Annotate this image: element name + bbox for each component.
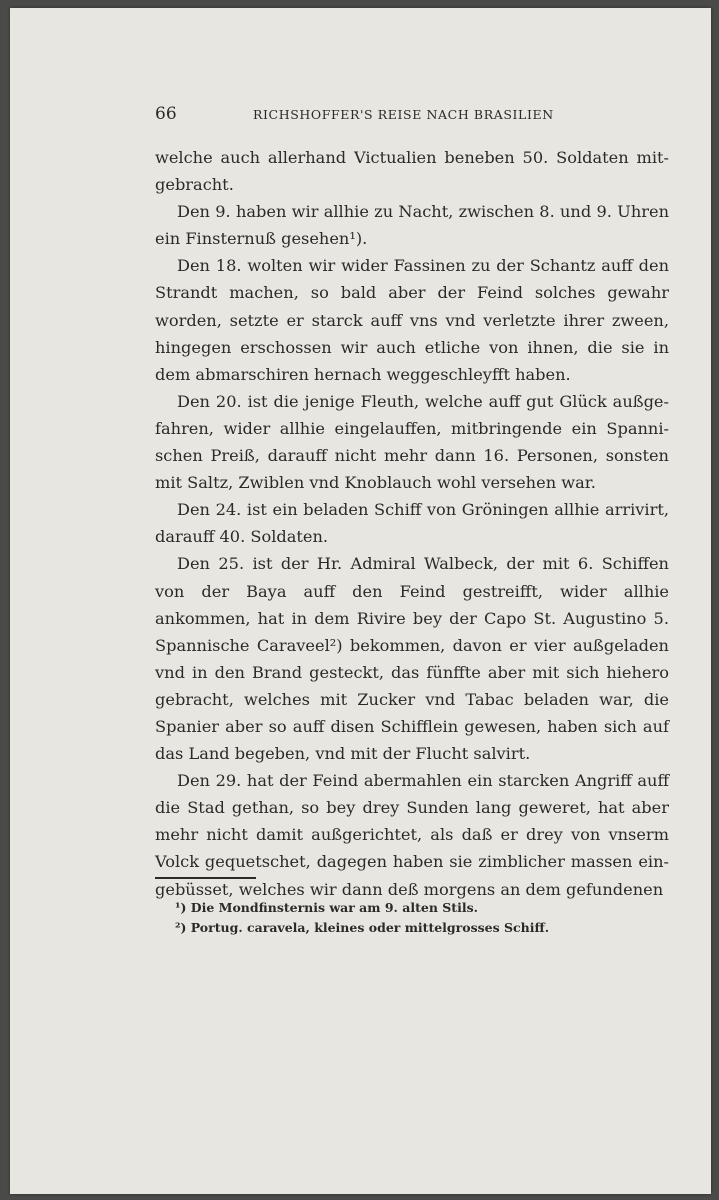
footnote-divider [155, 877, 256, 879]
body-text [155, 144, 669, 903]
paragraph: Den 29. hat der Feind abermahlen ein starcken Angriff auff die Stad gethan, so bey drey Sunden lang geweret, hat aber mehr nicht damit außgerichtet, als daß er drey von vnserm Volck gequetschet, dagegen haben sie zimblicher massen eingebüsset, welches wir dann deß morgens an dem gefundenen [155, 771, 669, 899]
running-head: RICHSHOFFER'S REISE NACH BRASILIEN [253, 107, 554, 122]
paragraph: Den 18. wolten wir wider Fassinen zu der Schantz auff den Strandt machen, so bald aber der Feind solches gewahr worden, setzte er starck auff vns vnd verletzte ihrer zween, hingegen erschossen wir auch etliche von ihnen, die sie in dem abmarschiren hernach weggeschleyfft haben. [155, 256, 669, 384]
paragraph: Den 24. ist ein beladen Schiff von Gröningen allhie arrivirt, darauff 40. Soldaten. [155, 500, 669, 547]
paragraph: Den 25. ist der Hr. Admiral Walbeck, der mit 6. Schiffen von der Baya auff den Feind gestreifft, wider allhie ankommen, hat in dem Rivire bey der Capo St. Augustino 5. Spannische Caraveel²) bekommen, davon er vier außgeladen vnd in den Brand gesteckt, das fünffte aber mit sich hiehero gebracht, welches mit Zucker vnd Tabac beladen war, die Spanier aber so auff disen Schifflein gewesen, haben sich auf das Land begeben, vnd mit der Flucht salvirt. [155, 554, 669, 764]
paragraph: Den 20. ist die jenige Fleuth, welche auff gut Glück außgefahren, wider allhie eingelauffen, mitbringende ein Spannischen Preiß, darauff nicht mehr dann 16. Personen, sonsten mit Saltz, Zwiblen vnd Knoblauch wohl versehen war. [155, 391, 669, 493]
paragraph: welche auch allerhand Victualien beneben 50. Soldaten mitgebracht. [155, 148, 669, 195]
footnote: ²) Portug. caravela, kleines oder mittelgrosses Schiff. [175, 920, 550, 935]
footnote: ¹) Die Mondfinsternis war am 9. alten Stils. [175, 900, 478, 915]
page-number: 66 [155, 104, 177, 124]
footnotes [155, 898, 669, 938]
paragraph: Den 9. haben wir allhie zu Nacht, zwischen 8. und 9. Uhren ein Finsternuß gesehen¹). [155, 202, 669, 249]
